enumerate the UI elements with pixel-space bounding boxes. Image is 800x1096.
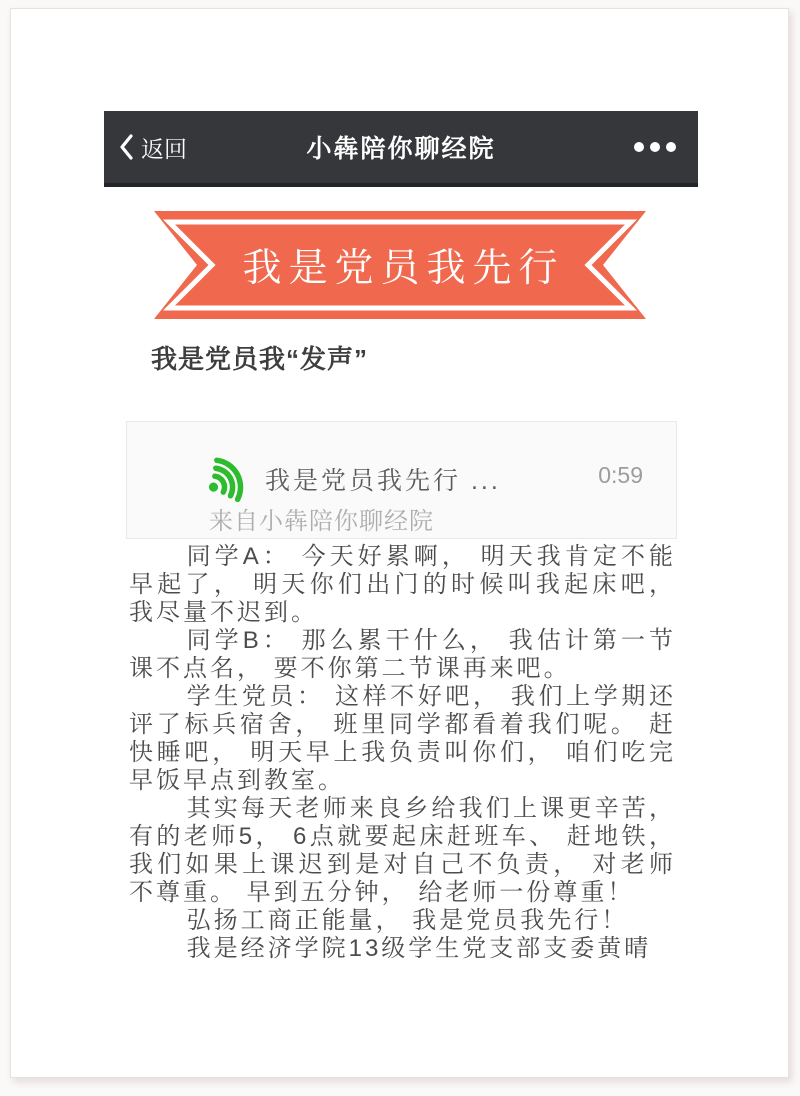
paragraph: 弘扬工商正能量， 我是党员我先行！ bbox=[186, 907, 629, 934]
audio-player[interactable] bbox=[126, 421, 677, 539]
paragraph: 同学A： 今天好累啊， 明天我肯定不能早起了， 明天你们出门的时候叫我起床吧， 我尽量不迟到。 bbox=[129, 543, 676, 626]
navbar bbox=[104, 111, 698, 187]
paragraph: 我是经济学院13级学生党支部支委黄晴 bbox=[186, 935, 652, 962]
more-menu-button[interactable] bbox=[632, 134, 678, 160]
paragraph: 同学B： 那么累干什么， 我估计第一节课不点名， 要不你第二节课再来吧。 bbox=[129, 627, 676, 682]
ellipsis-icon bbox=[666, 142, 676, 152]
ribbon-banner bbox=[154, 211, 646, 319]
article-body bbox=[129, 543, 676, 963]
banner-title: 我是党员我先行 bbox=[242, 247, 565, 290]
audio-source: 来自小犇陪你聊经院 bbox=[209, 508, 434, 535]
back-label: 返回 bbox=[141, 135, 187, 162]
article-card bbox=[10, 8, 789, 1078]
paragraph: 其实每天老师来良乡给我们上课更辛苦， 有的老师5， 6点就要起床赶班车、 赶地铁， 我们如果上课迟到是对自己不负责， 对老师不尊重。 早到五分钟， 给老师一份尊重！ bbox=[129, 795, 676, 906]
ellipsis-icon bbox=[634, 142, 644, 152]
paragraph: 学生党员： 这样不好吧， 我们上学期还评了标兵宿舍， 班里同学都看着我们呢。 赶快睡吧， 明天早上我负责叫你们， 咱们吃完早饭早点到教室。 bbox=[129, 683, 676, 794]
audio-duration: 0:59 bbox=[598, 462, 643, 488]
ellipsis-icon bbox=[650, 142, 660, 152]
section-subtitle: 我是党员我“发声” bbox=[151, 344, 369, 374]
audio-title: 我是党员我先行 ... bbox=[265, 467, 501, 495]
page-title: 小犇陪你聊经院 bbox=[306, 135, 496, 163]
